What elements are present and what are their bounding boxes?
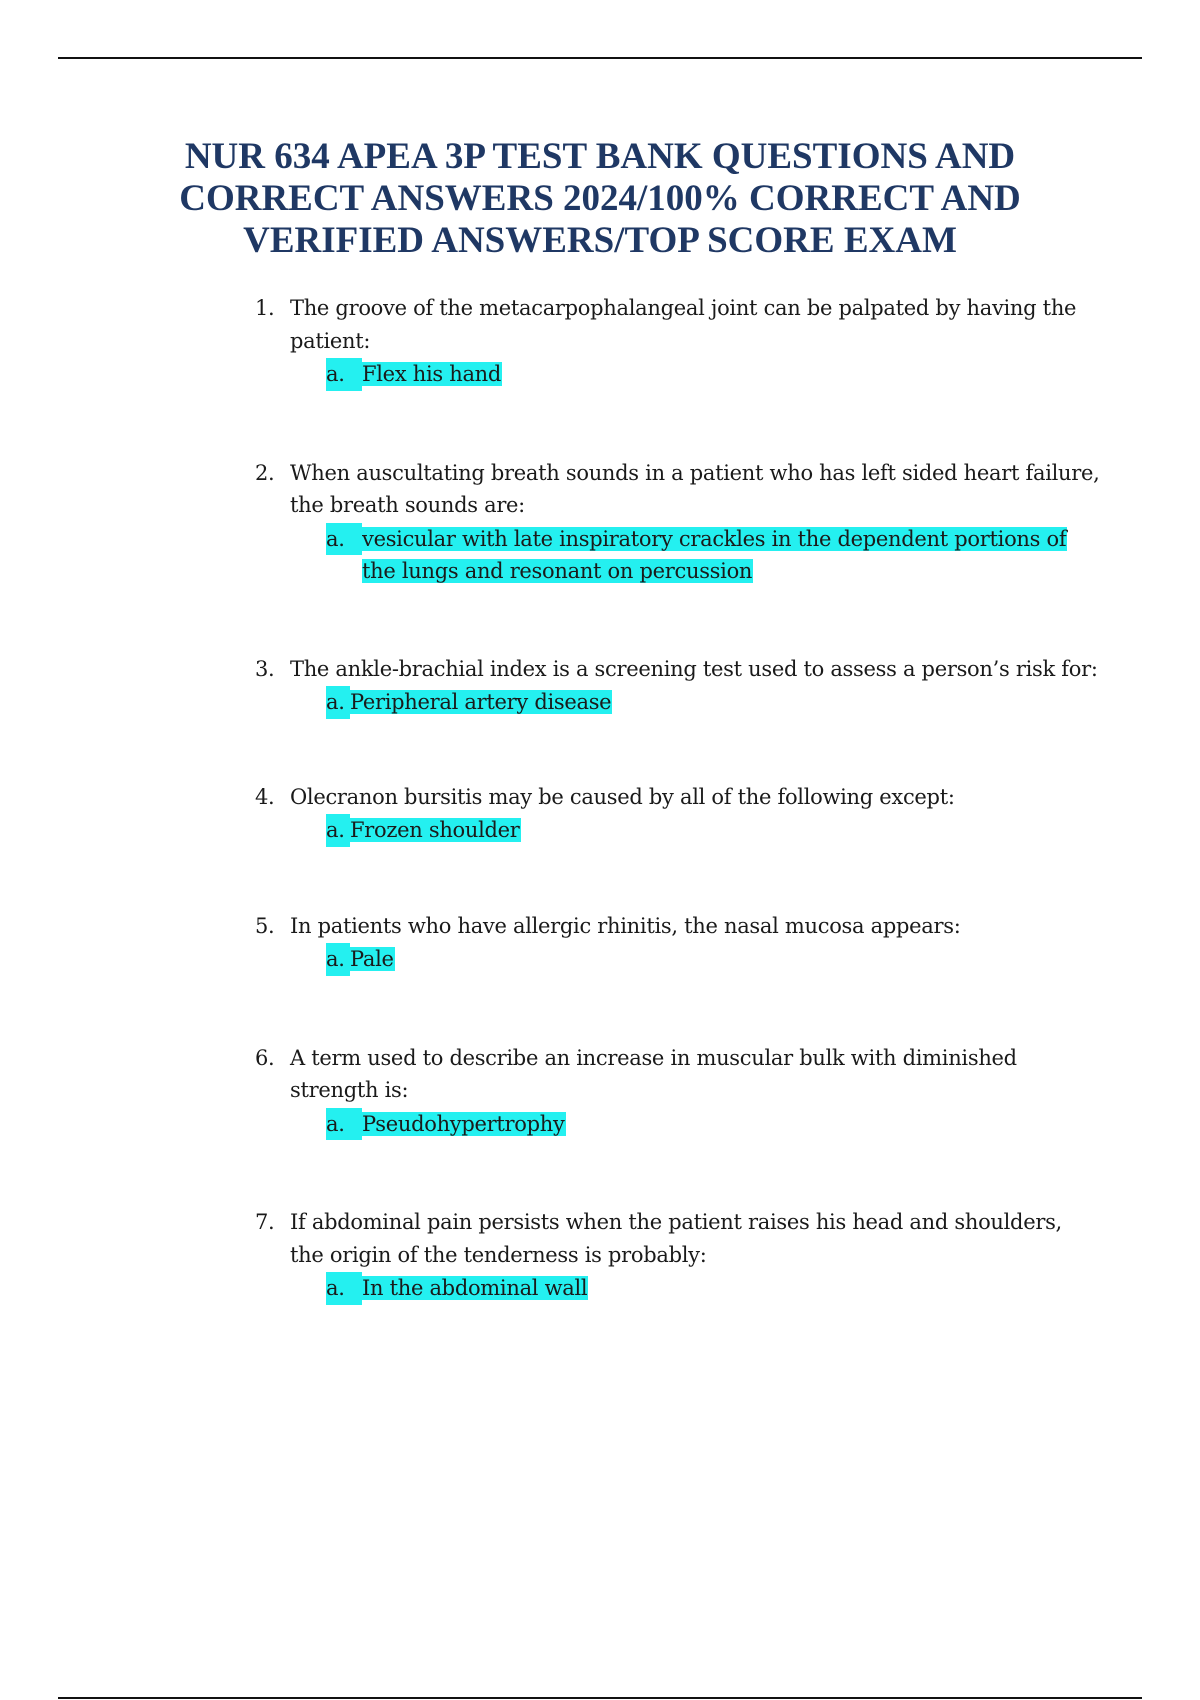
answer-text: vesicular with late inspiratory crackles in the dependent portions of the lungs and resonant on percussion xyxy=(362,526,1067,583)
answer-item xyxy=(326,814,1105,847)
question-number: 4. xyxy=(255,784,275,809)
question-item-5 xyxy=(255,910,1105,976)
answer-item xyxy=(326,1272,1105,1305)
question-item-4 xyxy=(255,781,1105,847)
answer-text: Frozen shoulder xyxy=(350,818,520,842)
title-line-1: NUR 634 APEA 3P TEST BANK QUESTIONS AND xyxy=(184,136,1016,177)
answer-text: In the abdominal wall xyxy=(362,1276,588,1300)
question-item-7 xyxy=(255,1206,1105,1305)
header-rule xyxy=(58,57,1142,59)
question-number: 7. xyxy=(255,1210,275,1234)
answer-item xyxy=(326,358,1105,391)
question-text: Olecranon bursitis may be caused by all of the following except: xyxy=(290,784,955,809)
answer-letter: a. xyxy=(326,1272,362,1305)
question-text: If abdominal pain persists when the patient raises his head and shoulders, the origin of the tenderness is probably: xyxy=(290,1210,1062,1267)
document-title xyxy=(160,136,1040,262)
question-number: 2. xyxy=(255,460,275,485)
answer-text: Flex his hand xyxy=(362,362,502,386)
answer-item xyxy=(326,686,1105,719)
question-text: The ankle-brachial index is a screening test used to assess a person’s risk for: xyxy=(290,656,1098,681)
answer-letter: a. xyxy=(326,943,350,976)
footer-rule xyxy=(58,1697,1142,1699)
answer-letter: a. xyxy=(326,1108,362,1141)
answer-text: Peripheral artery disease xyxy=(350,690,612,714)
question-item-6 xyxy=(255,1042,1105,1141)
question-text: When auscultating breath sounds in a patient who has left sided heart failure, the breath sounds are: xyxy=(290,460,1100,517)
question-item-1 xyxy=(255,292,1105,391)
question-number: 3. xyxy=(255,656,275,681)
answer-item xyxy=(326,943,1105,976)
title-line-3: VERIFIED ANSWERS/TOP SCORE EXAM xyxy=(243,220,957,261)
answer-item xyxy=(326,523,1102,588)
question-text: In patients who have allergic rhinitis, the nasal mucosa appears: xyxy=(290,913,961,938)
answer-letter: a. xyxy=(326,686,350,719)
answer-letter: a. xyxy=(326,358,362,391)
question-text: A term used to describe an increase in muscular bulk with diminished strength is: xyxy=(290,1045,1017,1102)
question-item-3 xyxy=(255,653,1105,719)
title-line-2: CORRECT ANSWERS 2024/100% CORRECT AND xyxy=(179,178,1021,219)
question-number: 1. xyxy=(255,296,275,320)
answer-text: Pseudohypertrophy xyxy=(362,1111,565,1136)
question-item-2 xyxy=(255,457,1105,588)
answer-text: Pale xyxy=(350,947,394,971)
question-list xyxy=(255,292,1105,1305)
answer-letter: a. xyxy=(326,523,362,556)
answer-letter: a. xyxy=(326,814,350,847)
question-text: The groove of the metacarpophalangeal joint can be palpated by having the patient: xyxy=(290,296,1077,353)
question-number: 6. xyxy=(255,1045,275,1070)
question-number: 5. xyxy=(255,913,275,938)
answer-item xyxy=(326,1108,1105,1141)
